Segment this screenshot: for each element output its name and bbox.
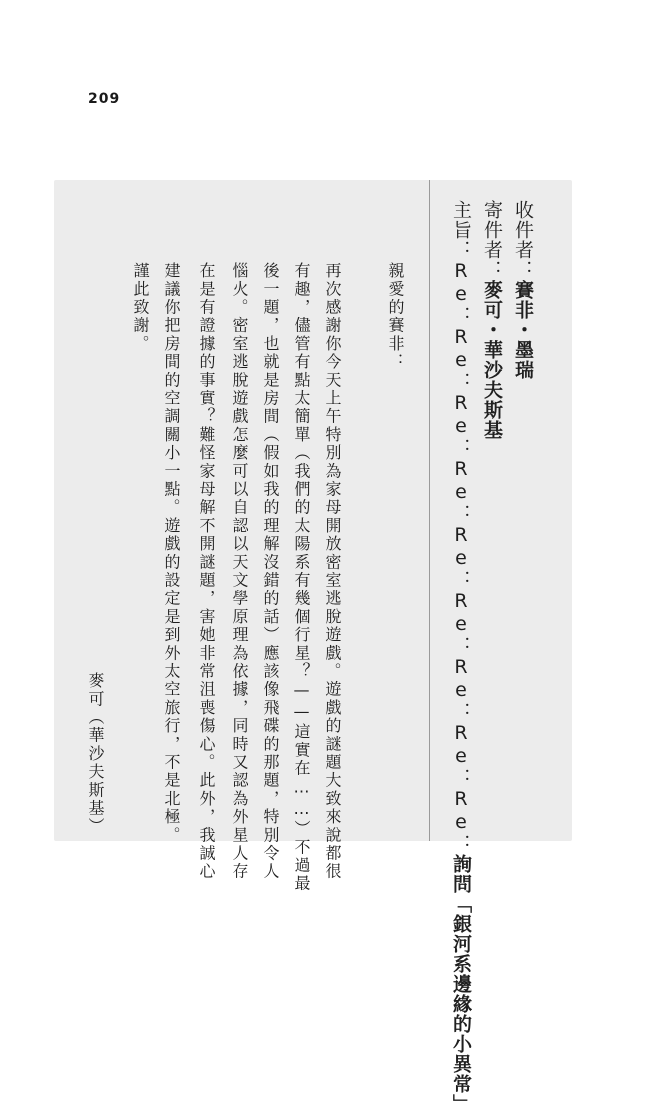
- sender-line: [477, 200, 507, 440]
- paragraph-line: 在是有證據的事實？難怪家母解不開謎題，害她非常沮喪傷心。此外，我誠心: [197, 262, 216, 881]
- sender-label: 寄件者：: [481, 200, 503, 280]
- paragraph-line: 後一題，也就是房間（假如我的理解沒錯的話）應該像飛碟的那題，特別令人: [261, 262, 280, 881]
- recipient-line: [508, 200, 538, 380]
- subject-line: [446, 200, 476, 1114]
- page-number: 209: [88, 91, 121, 107]
- subject-title: 詢問「銀河系邊緣的小異常」: [450, 854, 472, 1114]
- subject-prefix: Re：Re：Re：Re：Re：Re：Re：Re：Re：: [450, 260, 472, 854]
- subject-label: 主旨：: [450, 200, 472, 260]
- letter-signature: 麥可（華沙夫斯基）: [86, 672, 105, 836]
- header-divider: [429, 180, 430, 841]
- paragraph-line: 再次感謝你今天上午特別為家母開放密室逃脫遊戲。遊戲的謎題大致來說都很: [323, 262, 342, 881]
- paragraph-line: 惱火。密室逃脫遊戲怎麼可以自認以天文學原理為依據，同時又認為外星人存: [230, 262, 249, 881]
- letter-greeting: 親愛的賽非：: [386, 262, 405, 372]
- closing-line: 謹此致謝。: [131, 262, 150, 353]
- recipient-label: 收件者：: [512, 200, 534, 280]
- paragraph-line: 有趣，儘管有點太簡單（我們的太陽系有幾個行星？——這實在……）不過最: [292, 262, 311, 893]
- paragraph-line: 建議你把房間的空調關小一點。遊戲的設定是到外太空旅行，不是北極。: [162, 262, 181, 845]
- sender-name: 麥可・華沙夫斯基: [481, 280, 503, 440]
- recipient-name: 賽非・墨瑞: [512, 280, 534, 380]
